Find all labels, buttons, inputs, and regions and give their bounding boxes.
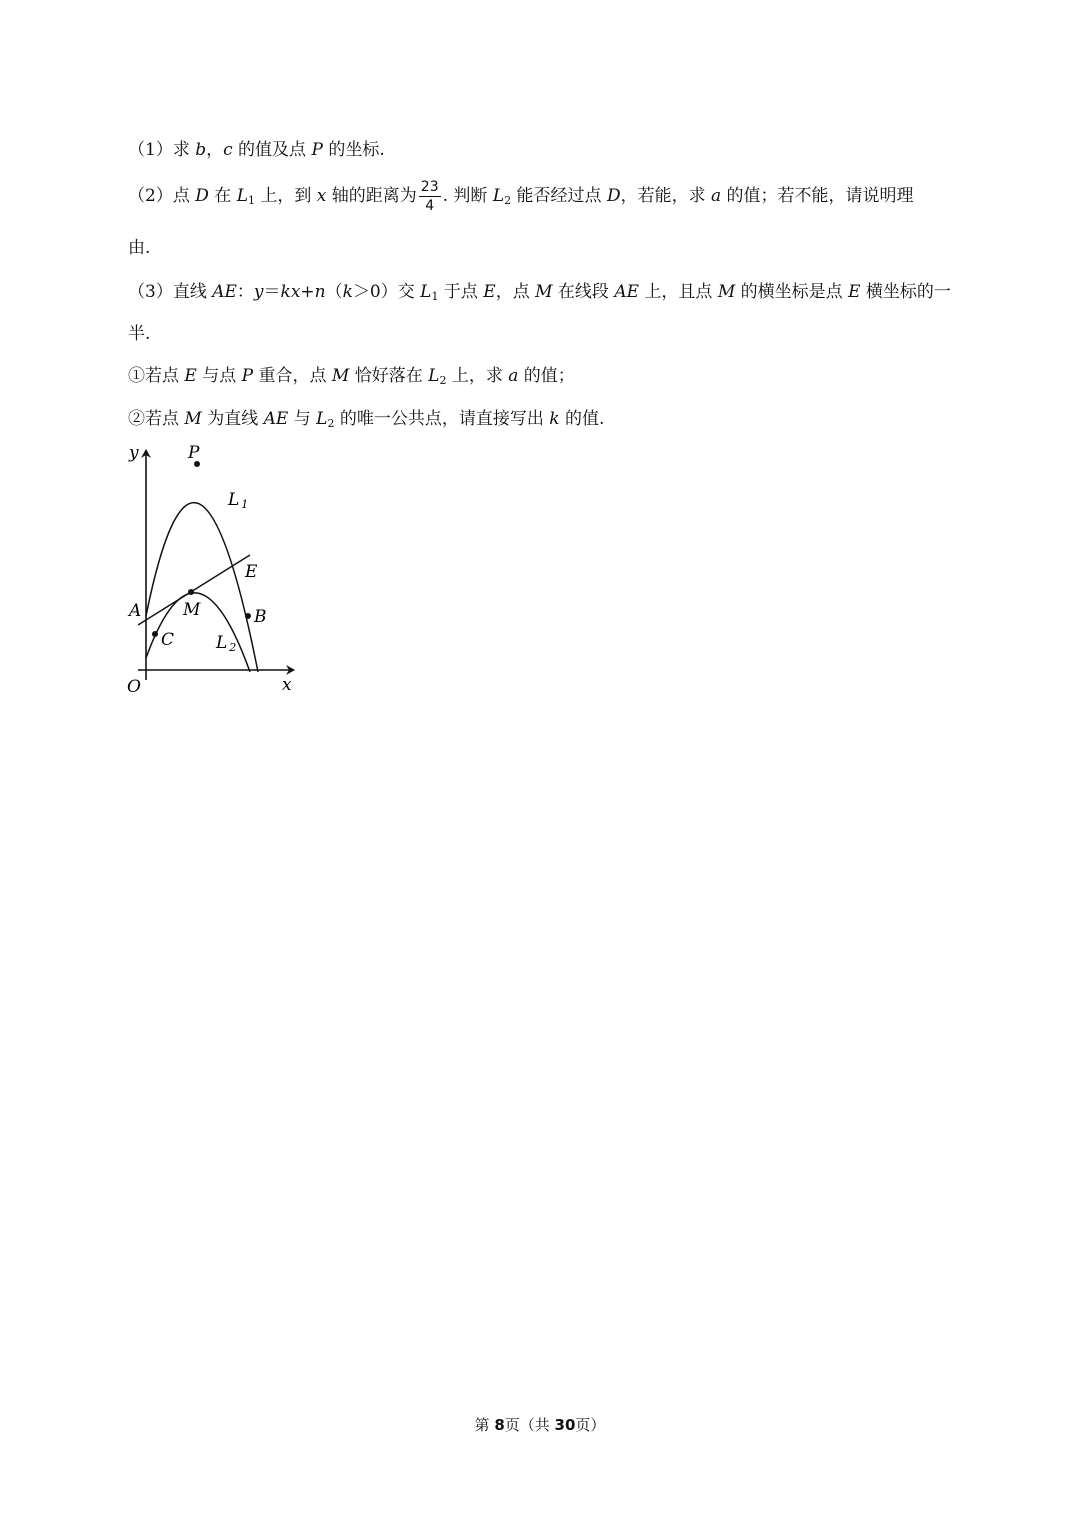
variable: D — [195, 186, 209, 206]
page-number: 8 — [494, 1416, 505, 1434]
text: 为直线 — [201, 409, 264, 429]
fraction — [419, 180, 441, 213]
label-b: B — [254, 607, 267, 627]
total-pages: 30 — [554, 1416, 576, 1434]
variable: b — [195, 140, 207, 160]
text: 在线段 — [552, 282, 615, 302]
text: 轴的距离为 — [326, 186, 417, 206]
text: ， — [206, 140, 224, 160]
footer-text: 第 — [474, 1416, 495, 1434]
question-marker: （1） — [128, 140, 173, 160]
label-l1-letter: L — [228, 490, 240, 510]
variable: E — [848, 282, 861, 302]
variable: AE — [263, 409, 289, 429]
variable: a — [508, 366, 519, 386]
variable: E — [184, 366, 197, 386]
text: . 判断 — [442, 186, 493, 206]
variable: M — [331, 366, 350, 386]
label-o: O — [127, 677, 141, 697]
text: 的横坐标是点 — [735, 282, 849, 302]
text: 与 — [288, 409, 317, 429]
subscript: 1 — [431, 290, 439, 303]
label-e: E — [245, 562, 258, 582]
variable: L — [492, 186, 505, 206]
label-l2 — [215, 633, 236, 654]
question-marker: （3） — [128, 282, 173, 302]
point-m — [188, 589, 194, 595]
text: 在 — [208, 186, 237, 206]
text: 横坐标的一 — [860, 282, 951, 302]
text: 于点 — [438, 282, 484, 302]
text: 求 — [172, 140, 196, 160]
text: 若点 — [145, 409, 185, 429]
variable: y — [253, 282, 264, 302]
text: 的值；若不能，请说明理 — [721, 186, 914, 206]
text: 的坐标. — [322, 140, 385, 160]
variable: k — [549, 409, 560, 429]
text: ，点 — [495, 282, 536, 302]
text: ＝ — [263, 282, 281, 302]
footer-text: 页（共 — [504, 1416, 555, 1434]
question-2 — [128, 180, 914, 213]
variable: k — [342, 282, 353, 302]
sub-question-2 — [128, 411, 604, 429]
fraction-denominator: 4 — [425, 198, 435, 214]
text: 上，且点 — [639, 282, 718, 302]
text: 上，到 — [254, 186, 317, 206]
question-3 — [128, 284, 951, 302]
fraction-numerator: 23 — [420, 179, 439, 195]
subscript: 2 — [439, 374, 447, 387]
variable: c — [223, 140, 233, 160]
text: 能否经过点 — [511, 186, 607, 206]
label-l1-subscript: 1 — [241, 498, 249, 511]
text: 的值. — [559, 409, 605, 429]
question-3-continued — [128, 326, 150, 343]
label-a: A — [129, 601, 142, 621]
sub-question-1 — [128, 368, 575, 386]
variable: L — [420, 282, 432, 302]
text: 与点 — [196, 366, 242, 386]
text: 的唯一公共点，请直接写出 — [334, 409, 550, 429]
variable: M — [717, 282, 736, 302]
variable: x — [316, 186, 327, 206]
variable: P — [241, 366, 254, 386]
circled-number: ① — [128, 366, 145, 386]
variable: a — [711, 186, 722, 206]
point-b — [245, 613, 251, 619]
variable: AE — [212, 282, 237, 302]
label-p: P — [188, 443, 200, 463]
page-footer — [0, 1418, 1080, 1433]
text: ： — [236, 282, 254, 302]
label-l2-letter: L — [216, 633, 228, 653]
parabola-figure — [120, 438, 320, 708]
text: 点 — [172, 186, 196, 206]
question-marker: （2） — [128, 186, 173, 206]
variable: L — [236, 186, 248, 206]
question-2-continued — [128, 240, 150, 257]
variable: M — [535, 282, 553, 302]
text: （ — [325, 282, 343, 302]
text: 直线 — [172, 282, 213, 302]
variable: E — [483, 282, 496, 302]
label-x: x — [282, 675, 292, 695]
variable: M — [184, 409, 202, 429]
text: 上，求 — [446, 366, 509, 386]
text: + — [300, 282, 315, 302]
point-c — [152, 631, 158, 637]
circled-number: ② — [128, 409, 145, 429]
text: 的值； — [518, 366, 575, 386]
label-l1 — [227, 490, 248, 511]
variable: kx — [280, 282, 301, 302]
text: 重合，点 — [253, 366, 332, 386]
subscript: 1 — [247, 194, 255, 207]
label-c: C — [161, 630, 175, 650]
variable: D — [606, 186, 621, 206]
variable: L — [316, 409, 328, 429]
variable: n — [314, 282, 326, 302]
label-m: M — [183, 600, 201, 620]
variable: P — [311, 140, 323, 160]
subscript: 2 — [504, 194, 512, 207]
label-y: y — [129, 443, 139, 463]
text: 恰好落在 — [349, 366, 429, 386]
question-1 — [128, 142, 385, 159]
variable: L — [428, 366, 440, 386]
subscript: 2 — [327, 417, 335, 430]
text: 由. — [128, 238, 151, 258]
text: 的值及点 — [232, 140, 312, 160]
label-l2-subscript: 2 — [229, 641, 237, 654]
variable: AE — [614, 282, 640, 302]
text: 若点 — [145, 366, 185, 386]
footer-text: 页） — [575, 1416, 606, 1434]
text: ，若能，求 — [620, 186, 711, 206]
text: 半. — [128, 324, 151, 344]
text: ＞0）交 — [352, 282, 421, 302]
